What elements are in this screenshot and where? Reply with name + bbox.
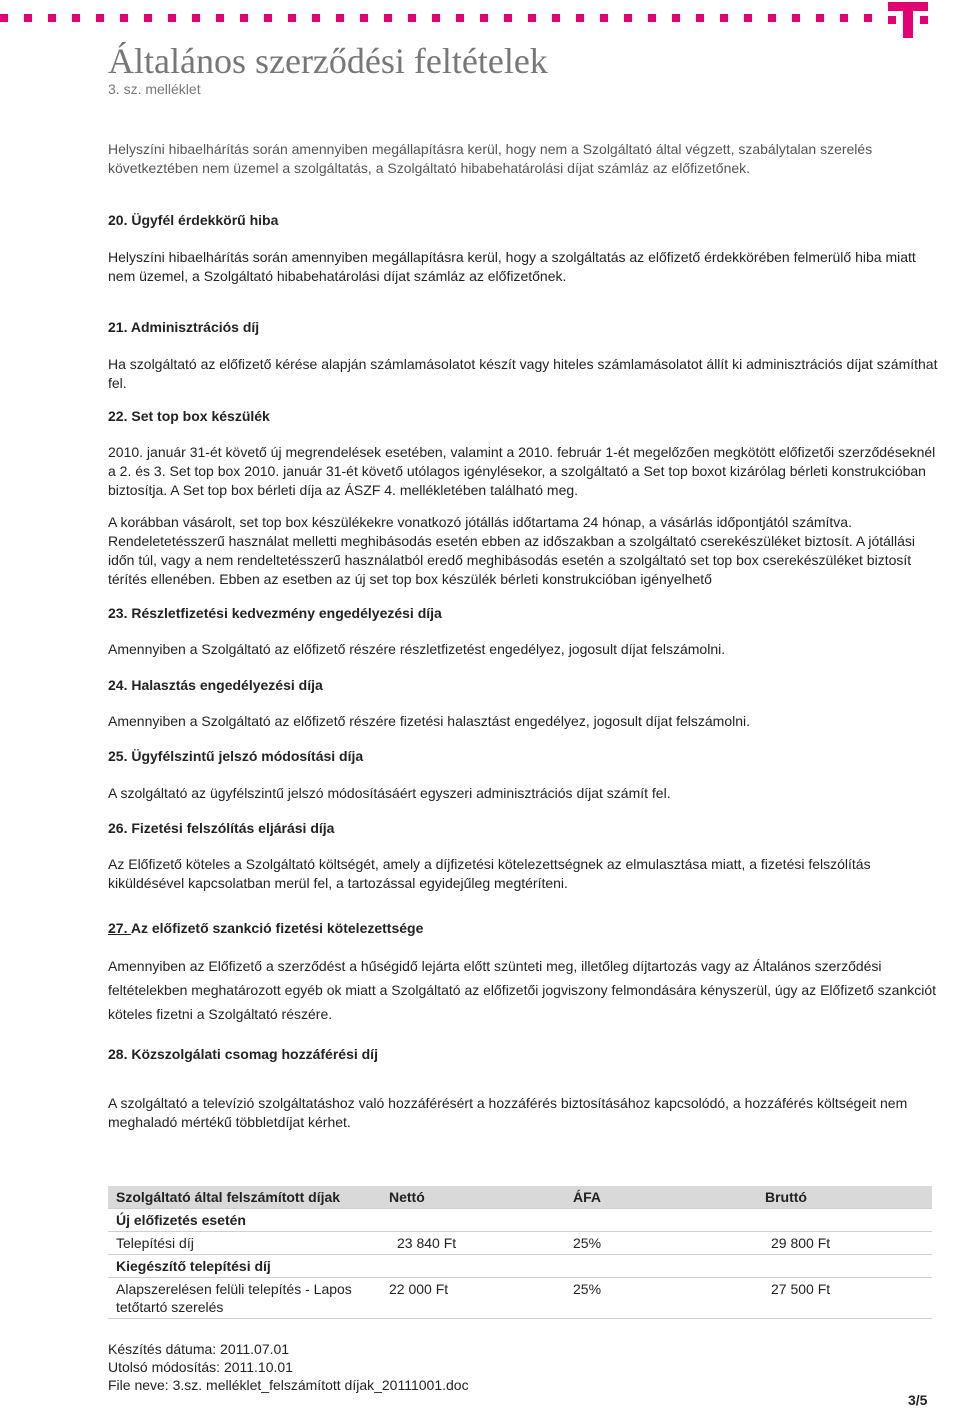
brand-dot <box>216 14 224 22</box>
section-20-text: Helyszíni hibaelhárítás során amennyiben megállapításra kerül, hogy a szolgáltatás az előfizető érdekkörében felmerülő hiba miatt nem üzemel, a Szolgáltató hibabehatárolási díjat számláz az előfizetőnek. <box>108 249 916 284</box>
group-title: Kiegészítő telepítési díj <box>108 1255 932 1278</box>
brand-dot <box>816 14 824 22</box>
brand-dot <box>312 14 320 22</box>
document-title: Általános szerződési feltételek <box>108 41 548 81</box>
brand-dot <box>552 14 560 22</box>
brand-dot <box>432 14 440 22</box>
section-27-number: 27. <box>108 920 131 936</box>
brand-dot <box>672 14 680 22</box>
document-footer <box>108 1340 469 1394</box>
section-23-heading: 23. Részletfizetési kedvezmény engedélyezési díja <box>108 605 442 621</box>
header-cell: ÁFA <box>565 1186 757 1209</box>
brand-dot <box>144 14 152 22</box>
brand-dot <box>48 14 56 22</box>
section-22-text-2: A korábban vásárolt, set top box készülékekre vonatkozó jótállás időtartama 24 hónap, a vásárlás időpontjától számítva. Rendeletetésszerű használat melletti meghibásodás esetén ebben az időszakban a szolgáltató cserekészüléket biztosít. A jótállási időn túl, vagy a nem rendeltetésszerű használatból eredő meghibásodás esetén a szolgáltató set top box cserekészüléket biztosít térítés ellenében. Ebben az esetben az új set top box készülék bérleti konstrukcióban igényelhető <box>108 514 916 587</box>
brand-dot <box>360 14 368 22</box>
brand-dot <box>504 14 512 22</box>
table-cell: 25% <box>565 1232 757 1255</box>
section-23-text: Amennyiben a Szolgáltató az előfizető részére részletfizetést engedélyez, jogosult díjat felszámolni. <box>108 641 726 657</box>
brand-dot <box>576 14 584 22</box>
table-cell: 29 800 Ft <box>757 1232 932 1255</box>
brand-dot <box>624 14 632 22</box>
header-cell: Bruttó <box>757 1186 932 1209</box>
brand-dot <box>792 14 800 22</box>
table-row <box>108 1232 932 1255</box>
section-25-heading: 25. Ügyfélszintű jelszó módosítási díja <box>108 748 364 764</box>
table-group-row <box>108 1255 932 1278</box>
brand-dot <box>96 14 104 22</box>
brand-dot <box>408 14 416 22</box>
section-21-text: Ha szolgáltató az előfizető kérése alapján számlamásolatot készít vagy hiteles számlamásolatot állít ki adminisztrációs díjat számíthat fel. <box>108 356 938 391</box>
section-20-heading: 20. Ügyfél érdekkörű hiba <box>108 212 279 228</box>
brand-dot <box>168 14 176 22</box>
table-cell: Telepítési díj <box>108 1232 381 1255</box>
section-22-text-1: 2010. január 31-ét követő új megrendelések esetében, valamint a 2010. február 1-ét megelőzően megkötött előfizetői szerződéseknél a 2. és 3. Set top box 2010. január 31-ét követő utólagos igénylésekor, a szolgáltató a Set top boxot kizárólag bérleti konstrukcióban biztosítja. A Set top box bérleti díja az ÁSZF 4. mellékletében található meg. <box>108 444 936 498</box>
brand-dot <box>720 14 728 22</box>
fee-table <box>108 1186 932 1319</box>
intro-paragraph: Helyszíni hibaelhárítás során amennyiben megállapításra kerül, hogy nem a Szolgáltató által végzett, szabálytalan szerelés következtében nem üzemel a szolgáltatás, a Szolgáltató hibabehatárolási díjat számláz az előfizetőnek. <box>108 141 873 176</box>
brand-dot <box>120 14 128 22</box>
section-25-text: A szolgáltató az ügyfélszintű jelszó módosításáért egyszeri adminisztrációs díjat számít fel. <box>108 785 671 801</box>
file-name: File neve: 3.sz. melléklet_felszámított díjak_20111001.doc <box>108 1377 469 1393</box>
table-cell: 27 500 Ft <box>757 1278 932 1319</box>
brand-dot <box>744 14 752 22</box>
table-cell: Alapszerelésen felüli telepítés - Lapos tetőtartó szerelés <box>108 1278 381 1319</box>
section-21-heading: 21. Adminisztrációs díj <box>108 319 260 335</box>
brand-dot <box>696 14 704 22</box>
table-header-row <box>108 1186 932 1209</box>
brand-dot <box>336 14 344 22</box>
table-group-row <box>108 1209 932 1232</box>
group-title: Új előfizetés esetén <box>108 1209 932 1232</box>
document-subtitle: 3. sz. melléklet <box>108 81 201 97</box>
brand-dot <box>192 14 200 22</box>
section-28-heading: 28. Közszolgálati csomag hozzáférési díj <box>108 1046 378 1062</box>
brand-dot <box>648 14 656 22</box>
modified-date: Utolsó módosítás: 2011.10.01 <box>108 1359 293 1375</box>
brand-dot <box>840 14 848 22</box>
brand-dot <box>456 14 464 22</box>
telekom-logo <box>888 2 928 38</box>
brand-dot <box>768 14 776 22</box>
brand-dot <box>600 14 608 22</box>
section-26-text: Az Előfizető köteles a Szolgáltató költségét, amely a díjfizetési kötelezettségnek az elmulasztása miatt, a fizetési felszólítás kiküldésével kapcsolatban merül fel, a tartozással egyidejűleg megtéríteni. <box>108 856 871 891</box>
page-number: 3/5 <box>908 1392 928 1408</box>
header-cell: Szolgáltató által felszámított díjak <box>108 1186 381 1209</box>
created-date: Készítés dátuma: 2011.07.01 <box>108 1341 290 1357</box>
brand-dot <box>72 14 80 22</box>
section-26-heading: 26. Fizetési felszólítás eljárási díja <box>108 820 335 836</box>
section-24-heading: 24. Halasztás engedélyezési díja <box>108 677 323 693</box>
brand-dot <box>240 14 248 22</box>
brand-dot <box>480 14 488 22</box>
section-24-text: Amennyiben a Szolgáltató az előfizető részére fizetési halasztást engedélyez, jogosult díjat felszámolni. <box>108 713 751 729</box>
table-cell: 25% <box>565 1278 757 1319</box>
brand-dot <box>384 14 392 22</box>
section-22-heading: 22. Set top box készülék <box>108 408 270 424</box>
brand-dotted-bar <box>0 14 880 22</box>
section-27-text: Amennyiben az Előfizető a szerződést a hűségidő lejárta előtt szünteti meg, illetőleg díjtartozás vagy az Általános szerződési feltételekben meghatározott egyéb ok miatt a Szolgáltató az előfizetői jogviszony felmondására kényszerül, úgy az Előfizető szankciót köteles fizetni a Szolgáltató részére. <box>108 958 937 1022</box>
header-cell: Nettó <box>381 1186 565 1209</box>
brand-dot <box>0 14 8 22</box>
section-28-text: A szolgáltató a televízió szolgáltatáshoz való hozzáférésért a hozzáférés biztosításához kapcsolódó, a hozzáférés költségeit nem meghaladó mértékű többletdíjat kérhet. <box>108 1095 908 1130</box>
section-27-heading <box>108 919 423 938</box>
section-27-title: Az előfizető szankció fizetési kötelezettsége <box>130 920 424 936</box>
table-cell: 22 000 Ft <box>381 1278 565 1319</box>
brand-dot <box>288 14 296 22</box>
brand-dot <box>528 14 536 22</box>
brand-dot <box>24 14 32 22</box>
brand-dot <box>264 14 272 22</box>
table-row <box>108 1278 932 1319</box>
table-cell: 23 840 Ft <box>381 1232 565 1255</box>
brand-dot <box>864 14 872 22</box>
